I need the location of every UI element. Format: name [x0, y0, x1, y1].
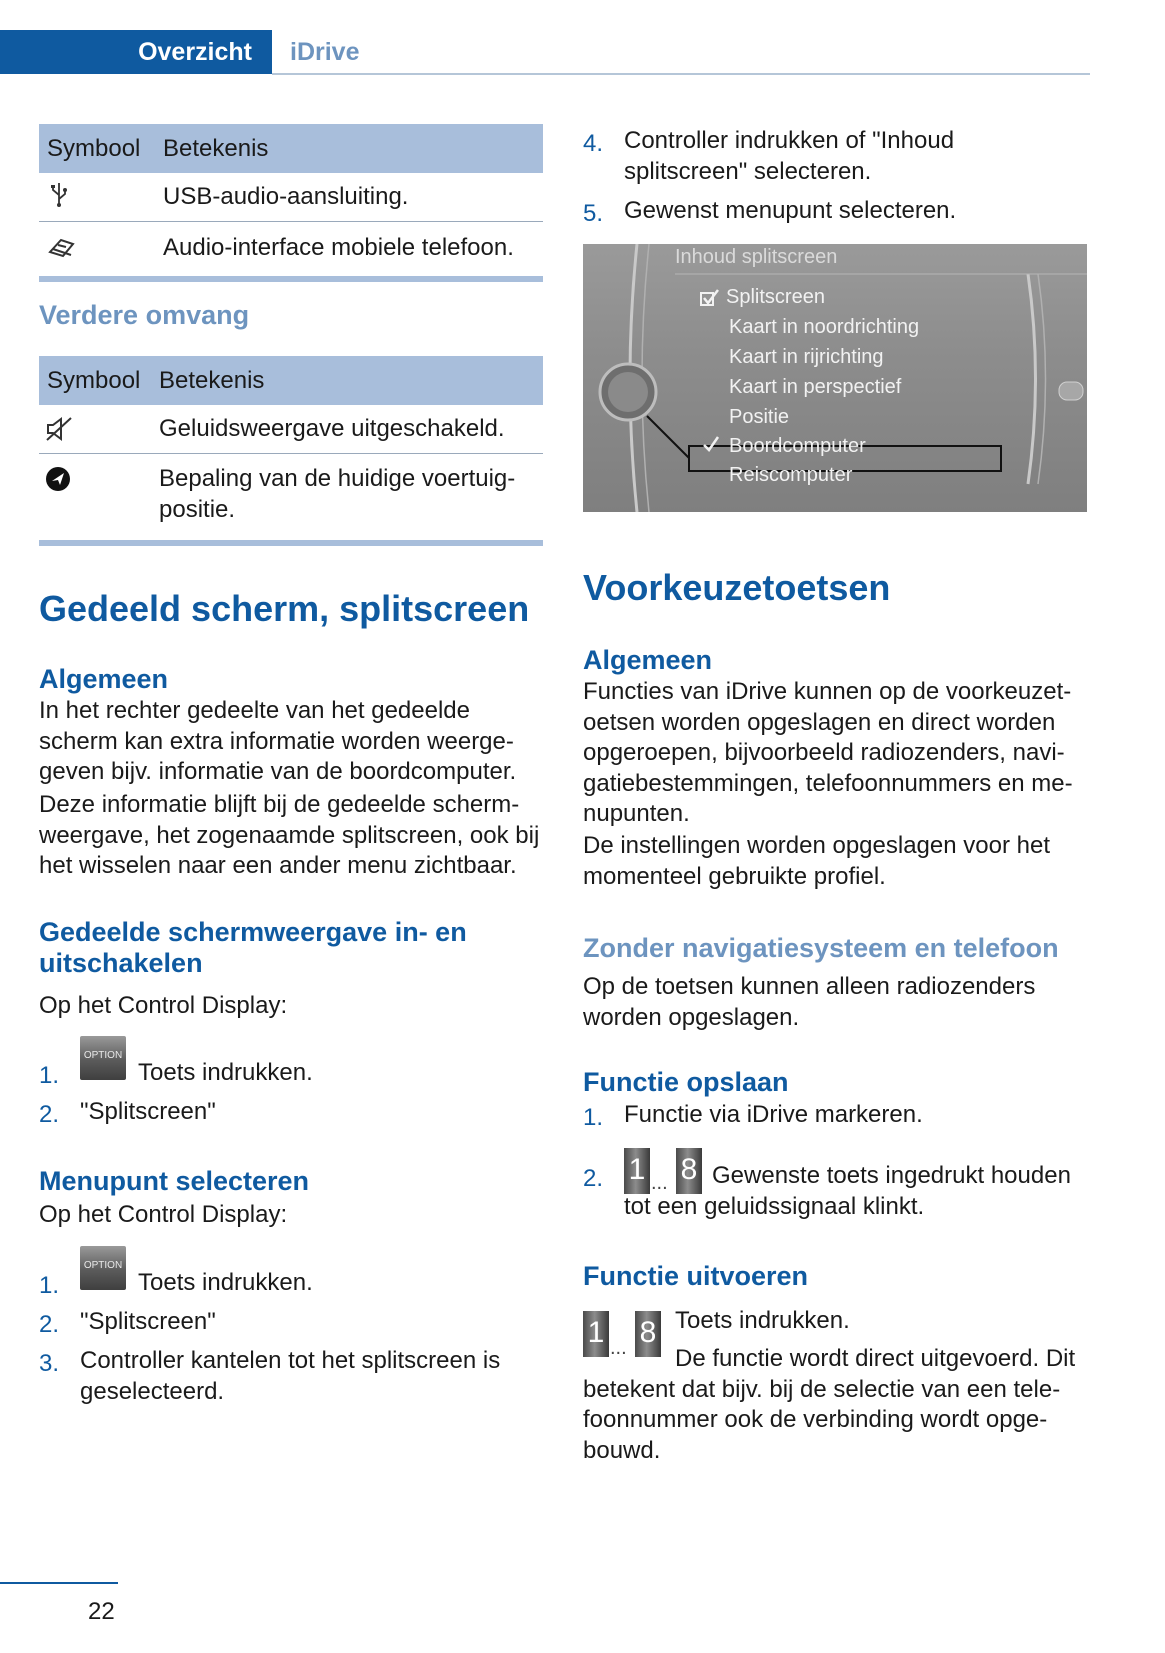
position-arrow-icon [45, 466, 71, 499]
preset-key-1-icon[interactable]: 1 [583, 1311, 609, 1357]
step-text: "Splitscreen" [80, 1098, 216, 1125]
step-number: 4. [583, 130, 604, 157]
paragraph: De functie wordt direct uitgevoerd. Dit betekent dat bijv. bij de selectie van een tele-foonnummer ook de verbinding wordt opge-bouwd. [583, 1345, 1076, 1464]
screen-checkbox-icon [699, 288, 721, 314]
heading-functie-uitvoeren: Functie uitvoeren [583, 1261, 809, 1291]
header-tab-idrive[interactable]: iDrive [290, 38, 360, 66]
paragraph: Op het Control Display: [39, 992, 288, 1019]
header-tab-overzicht[interactable] [0, 30, 272, 74]
table-end-bar [39, 540, 543, 546]
page-number: 22 [88, 1598, 115, 1625]
splitscreen-menu-screenshot [583, 244, 1087, 512]
paragraph: Op het Control Display: [39, 1201, 288, 1228]
table-header [39, 124, 543, 173]
phone-audio-icon [47, 234, 77, 265]
check-icon [701, 434, 721, 460]
symbol-table-2 [39, 356, 543, 546]
screen-item[interactable]: Kaart in noordrichting [729, 316, 920, 338]
table-cell: USB-audio-aansluiting. [163, 183, 409, 210]
step-number: 3. [39, 1350, 60, 1377]
screen-item[interactable]: Splitscreen [726, 286, 825, 308]
heading-in-uitschakelen: Gedeelde schermweergave in- en uitschakelen [39, 917, 467, 978]
table-row [39, 405, 543, 454]
step-text: Gewenst menupunt selecteren. [624, 197, 957, 224]
preset-key-8-icon[interactable]: 8 [676, 1148, 702, 1194]
table-row [39, 173, 543, 222]
paragraph: Functies van iDrive kunnen op de voorkeuzet-oetsen worden opgeslagen en direct worden opgeroepen, bijvoorbeeld radiozenders, navi-gatiebestemmingen, telefoonnummers en me-nupunten. [583, 678, 1073, 827]
heading-algemeen: Algemeen [39, 664, 169, 694]
header-betekenis: Betekenis [163, 135, 269, 162]
footer-line [0, 1582, 118, 1584]
paragraph: Deze informatie blijft bij de gedeelde scherm-weergave, het zogenaamde splitscreen, ook bij het wisselen naar een ander menu zichtbaar. [39, 791, 540, 879]
header-tab-label: Overzicht [138, 38, 252, 66]
heading-functie-opslaan: Functie opslaan [583, 1067, 789, 1097]
screen-item[interactable]: Kaart in perspectief [729, 376, 902, 398]
section-title-voorkeuzetoetsen: Voorkeuzetoetsen [583, 567, 891, 608]
header-symbool: Symbool [47, 367, 141, 394]
option-key-icon[interactable]: OPTION [80, 1036, 126, 1080]
table-row [39, 222, 543, 270]
heading-menupunt: Menupunt selecteren [39, 1166, 310, 1196]
screen-item[interactable]: Kaart in rijrichting [729, 346, 884, 368]
step-text: Functie via iDrive markeren. [624, 1101, 923, 1128]
step-number: 2. [39, 1101, 60, 1128]
key-range-dots: ... [610, 1337, 627, 1359]
paragraph: De instellingen worden opgeslagen voor het momenteel gebruikte profiel. [583, 832, 1050, 890]
screen-title: Inhoud splitscreen [675, 246, 838, 268]
table-header [39, 356, 543, 405]
step-number: 5. [583, 200, 604, 227]
table-cell: Geluidsweergave uitgeschakeld. [159, 415, 505, 442]
header-symbool: Symbool [47, 135, 141, 162]
paragraph: Op de toetsen kunnen alleen radiozenders worden opgeslagen. [583, 973, 1036, 1031]
step-number: 1. [583, 1104, 604, 1131]
heading-zonder-navigatie: Zonder navigatiesysteem en telefoon [583, 933, 1059, 963]
usb-icon [49, 181, 69, 214]
step-text: Controller kantelen tot het splitscreen is geselecteerd. [80, 1347, 501, 1405]
verdere-omvang-heading: Verdere omvang [39, 300, 250, 330]
header-betekenis: Betekenis [159, 367, 265, 394]
step-text: Toets indrukken. [138, 1269, 313, 1296]
symbol-table-1 [39, 124, 543, 282]
table-end-bar [39, 276, 543, 282]
section-title-gedeeld-scherm: Gedeeld scherm, splitscreen [39, 588, 530, 629]
step-text: "Splitscreen" [80, 1308, 216, 1335]
step-text: Gewenste toets ingedrukt houden tot een geluidssignaal klinkt. [624, 1162, 1071, 1220]
paragraph: In het rechter gedeelte van het gedeelde scherm kan extra informatie worden weerge-geven bijv. informatie van de boordcomputer. [39, 697, 517, 785]
screen-item[interactable]: Positie [729, 406, 790, 428]
step-number: 1. [39, 1062, 60, 1089]
option-key-icon[interactable]: OPTION [80, 1246, 126, 1290]
step-number: 2. [583, 1165, 604, 1192]
step-number: 2. [39, 1311, 60, 1338]
preset-key-1-icon[interactable]: 1 [624, 1148, 650, 1194]
preset-key-8-icon[interactable]: 8 [635, 1311, 661, 1357]
key-range-dots: ... [651, 1172, 668, 1194]
screen-item-selected[interactable]: Boordcomputer [729, 435, 866, 457]
table-cell: Bepaling van de huidige voertuig- positie. [159, 465, 516, 523]
screen-item[interactable]: Reiscomputer [729, 464, 853, 486]
step-text: Controller indrukken of "Inhoud splitscreen" selecteren. [624, 127, 955, 185]
header-divider [272, 73, 1090, 75]
step-text: Toets indrukken. [138, 1059, 313, 1086]
heading-algemeen: Algemeen [583, 645, 713, 675]
step-text: Toets indrukken. [675, 1307, 850, 1334]
speaker-muted-icon [45, 416, 73, 449]
table-cell: Audio-interface mobiele telefoon. [163, 234, 514, 261]
step-number: 1. [39, 1272, 60, 1299]
table-row [39, 454, 543, 534]
